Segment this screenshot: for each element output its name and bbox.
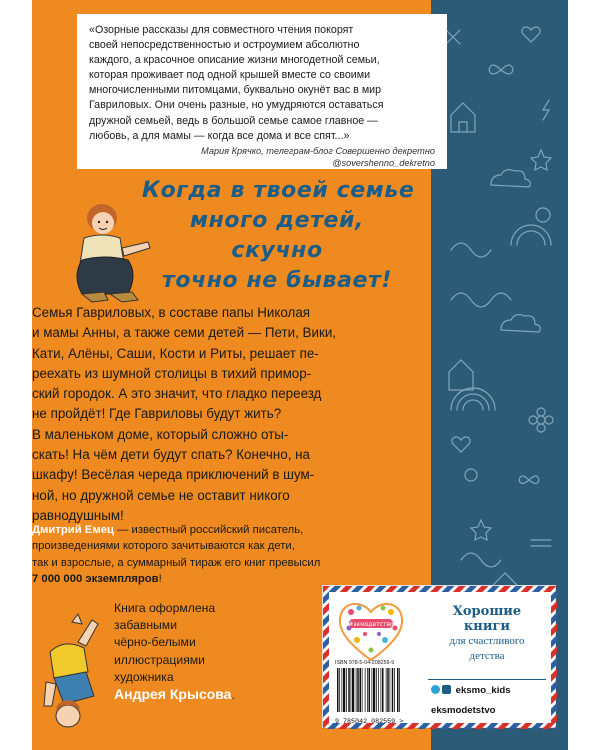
author-bio-line: так и взрослые, а суммарный тираж его книг превысил [32,556,321,569]
barcode-bar [337,668,339,712]
barcode-bar [352,668,354,712]
illustrator-line: художника [114,669,174,684]
quote-line: дружной семьей, ведь в большой семье самое главное — [89,114,378,127]
body-line: не пройдёт! Где Гавриловы будут жить? [32,406,282,422]
quote-author-name: Мария Крячко, телеграм-блог Совершенно декретно [201,146,435,156]
body-line: равнодушным! [32,507,124,523]
barcode-bar [381,668,382,712]
headline-line: Когда в твоей семье [142,178,415,203]
body-line: Кати, Алёны, Саши, Кости и Риты, решает пе- [32,345,319,361]
illustrator-line: иллюстрациями [114,652,205,667]
author-bio-text: ! [158,573,162,586]
headline-line: точно не бывает! [161,268,393,293]
illustrator-name: Андрея Крысова [114,686,232,703]
body-line: В маленьком доме, который сложно оты- [32,426,289,442]
body-line: и мамы Анны, а также семи детей — Пети, Вики, [32,325,337,341]
divider [428,679,546,680]
review-quote-text [89,23,439,144]
quote-line: «Озорные рассказы для совместного чтения покорят [89,24,354,36]
quote-line: которая проживает под одной крышей вместе со своими [89,69,371,82]
heart-hashtag: #экмодетство [348,621,394,629]
barcode-bar [369,668,371,712]
social-handle-text: eksmo_kids [455,685,511,696]
social-handle [431,685,511,696]
barcode-bar [397,668,399,712]
barcode-bar [360,668,362,712]
quote-line: любовь, а для мамы — когда все дома и все спят...» [89,129,350,142]
back-cover [32,0,568,750]
quote-line: своей непосредственностью и остроумием абсолютно [89,39,360,52]
author-bio-text: — известный российский писатель, [113,524,304,536]
barcode-bar [342,668,343,712]
boy-illustration [62,200,154,305]
barcode-bar [346,668,347,712]
tagline-line: для счастливого [449,635,525,647]
barcode-bar [343,668,345,712]
barcode-bar [382,668,384,712]
tagline-line: книги [463,619,511,634]
headline [142,176,415,296]
barcode-bar [373,668,375,712]
body-line: реехать из шумной столицы в тихий примор- [32,365,312,381]
illustrator-line: забавными [114,618,177,633]
illustrator-line: чёрно-белыми [114,635,196,650]
barcode-bar [399,668,400,712]
tagline-line: Хорошие [452,604,522,619]
barcode-bar [394,668,395,712]
telegram-icon [431,685,440,694]
barcode-number: 9 785042 082559 > [335,718,404,726]
headline-line: скучно [231,238,323,263]
copies-count: 7 000 000 экземпляров [32,573,159,586]
barcode-bar [356,668,357,712]
isbn-block [335,660,421,726]
author-bio [32,522,440,588]
girl-illustration [42,612,110,732]
barcode-bar [386,668,387,712]
illustrator-line: Книга оформлена [114,601,216,615]
headline-line: много детей, [190,208,364,233]
body-line: ной, но дружной семье не оставит никого [32,487,290,503]
barcode-bar [372,668,373,712]
illustrator-info [114,600,314,704]
barcode-bar [367,668,368,712]
isbn-text: ISBN 978-5-04-208259-9 [335,660,395,666]
body-line: шкафу! Весёлая череда приключений в шум- [32,467,315,483]
barcode-bar [348,668,350,712]
barcode-bar [365,668,366,712]
barcode-bar [390,668,391,712]
annotation-text [32,303,440,526]
illustrator-name-line [114,686,314,704]
author-bio-line [32,522,440,538]
barcode-bar [378,668,379,712]
illustrator-name-suffix: . [231,688,235,703]
barcode-bar [387,668,389,712]
barcode [335,668,423,712]
body-line: скать! На чём дети будут спать? Конечно, на [32,447,310,463]
barcode-bar [362,668,363,712]
author-name: Дмитрий Емец [32,524,114,536]
body-line: ский городок. А это значит, что гладко переезд [32,386,322,402]
author-bio-line: произведениями которого зачитываются как дети, [32,540,295,553]
barcode-bar [351,668,352,712]
tagline-line: детства [469,650,505,662]
barcode-bar [376,668,377,712]
publisher-envelope-block [322,585,556,728]
barcode-bar [357,668,359,712]
vk-icon [442,685,451,694]
publisher-site: eksmodetstvo [431,705,496,716]
quote-line: многочисленными питомцами, буквально окунёт вас в мир [89,84,382,97]
quote-line: Гавриловых. Они очень разные, но умудряются оставаться [89,99,384,112]
quote-line: каждого, а красочное описание жизни многодетной семьи, [89,54,380,67]
ekmodetstvo-heart-logo [337,598,405,664]
publisher-tagline [428,604,546,664]
body-line: Семья Гавриловых, в составе папы Николая [32,305,311,320]
review-quote-box [77,14,447,169]
barcode-bar [392,668,394,712]
quote-author-handle: @sovershenno_dekretno [332,158,435,168]
quote-attribution [201,145,435,169]
barcode-bar [339,668,340,712]
